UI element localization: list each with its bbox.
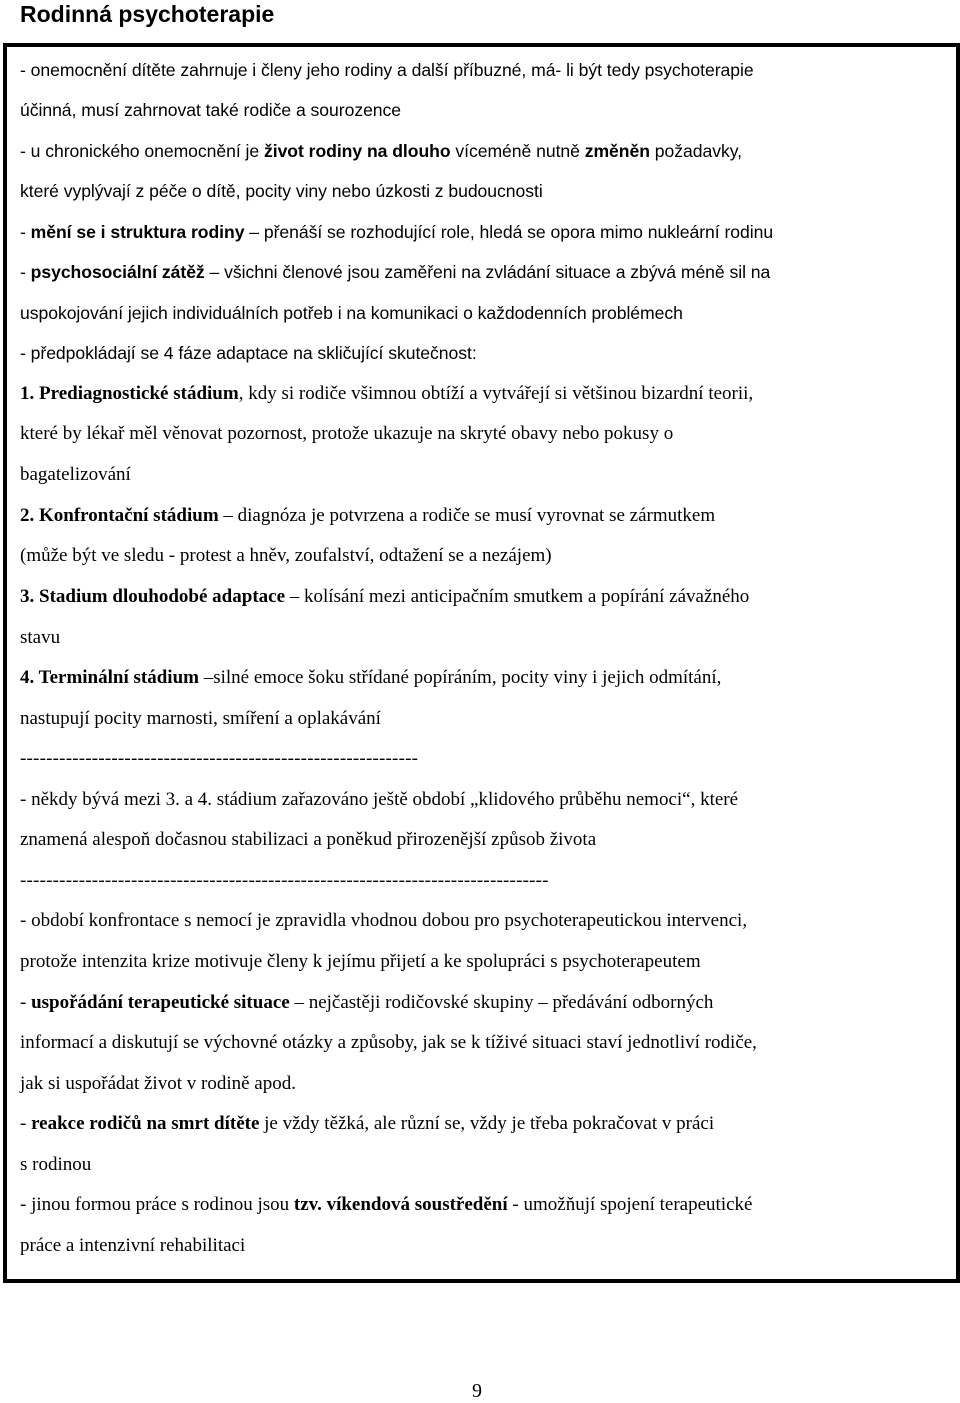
text-segment: - — [20, 262, 31, 282]
text-line — [20, 138, 742, 164]
text-line — [20, 219, 773, 245]
text-line — [20, 381, 753, 407]
text-line — [20, 868, 549, 894]
text-segment: víceméně nutně — [450, 141, 585, 161]
text-segment: s rodinou — [20, 1154, 92, 1175]
text-line — [20, 1192, 752, 1218]
text-segment: - onemocnění dítěte zahrnuje i členy jeho rodiny a další příbuzné, má- li být tedy psychoterapie — [20, 60, 754, 80]
text-segment: znamená alespoň dočasnou stabilizaci a poněkud přirozenější způsob života — [20, 829, 597, 850]
text-segment: uspokojování jejich individuálních potřeb i na komunikaci o každodenních problémech — [20, 303, 683, 323]
text-segment: – kolísání mezi anticipačním smutkem a popírání závažného — [285, 586, 750, 607]
text-segment: bagatelizování — [20, 464, 131, 485]
bold-text: život rodiny na dlouho — [263, 141, 451, 161]
text-line — [20, 1152, 91, 1178]
text-segment: – nejčastěji rodičovské skupiny – předávání odborných — [289, 992, 714, 1013]
text-segment: – diagnóza je potvrzena a rodiče se musí vyrovnat se zármutkem — [218, 505, 716, 526]
bold-text: 4. Terminální stádium — [20, 667, 199, 688]
text-segment: – přenáší se rozhodující role, hledá se opora mimo nukleární rodinu — [244, 222, 774, 242]
bold-text: 3. Stadium dlouhodobé adaptace — [20, 586, 286, 607]
text-segment: - u chronického onemocnění je — [20, 141, 264, 161]
text-line — [20, 1111, 714, 1137]
bold-text: změněn — [584, 141, 650, 161]
bold-text: uspořádání terapeutické situace — [31, 992, 290, 1013]
text-line — [20, 259, 770, 285]
text-line — [20, 57, 754, 83]
text-line — [20, 1233, 245, 1259]
text-segment: práce a intenzivní rehabilitaci — [20, 1235, 246, 1256]
text-segment: --------------------------------------------------------------------------------- — [20, 870, 549, 891]
text-line — [20, 990, 713, 1016]
text-line — [20, 787, 738, 813]
text-line — [20, 97, 401, 123]
bold-text: reakce rodičů na smrt dítěte — [31, 1113, 260, 1134]
text-line — [20, 462, 131, 488]
text-segment: - — [20, 992, 32, 1013]
text-segment: - — [20, 1113, 32, 1134]
text-segment: - umožňují spojení terapeutické — [507, 1194, 753, 1215]
bold-text: 2. Konfrontační stádium — [20, 505, 219, 526]
text-segment: - někdy bývá mezi 3. a 4. stádium zařazováno ještě období „klidového průběhu nemoci“, které — [20, 789, 739, 810]
page-title: Rodinná psychoterapie — [20, 1, 275, 27]
text-line — [20, 503, 715, 529]
text-line — [20, 908, 747, 934]
text-line — [20, 421, 673, 447]
text-segment: - — [20, 222, 31, 242]
text-segment: stavu — [20, 627, 61, 648]
text-segment: – všichni členové jsou zaměřeni na zvládání situace a zbývá méně sil na — [204, 262, 771, 282]
text-segment: které by lékař měl věnovat pozornost, protože ukazuje na skryté obavy nebo pokusy o — [20, 423, 674, 444]
text-segment: (může být ve sledu - protest a hněv, zoufalství, odtažení se a nezájem) — [20, 545, 552, 566]
text-segment: které vyplývají z péče o dítě, pocity viny nebo úzkosti z budoucnosti — [20, 181, 543, 201]
text-segment: informací a diskutují se výchovné otázky a způsoby, jak se k tíživé situaci staví jednotliví rodiče, — [20, 1032, 757, 1053]
text-line — [20, 340, 477, 366]
text-segment: protože intenzita krize motivuje členy k jejímu přijetí a ke spolupráci s psychoterapeutem — [20, 951, 701, 972]
text-segment: - období konfrontace s nemocí je zpravidla vhodnou dobou pro psychoterapeutickou intervenci, — [20, 910, 748, 931]
text-line — [20, 949, 701, 975]
text-segment: jak si uspořádat život v rodině apod. — [20, 1073, 296, 1094]
text-line — [20, 665, 721, 691]
text-line — [20, 827, 596, 853]
bold-text: 1. Prediagnostické stádium — [20, 383, 239, 404]
text-line — [20, 178, 543, 204]
text-line — [20, 706, 381, 732]
text-segment: ------------------------------------------------------------- — [20, 748, 419, 769]
text-segment: požadavky, — [649, 141, 742, 161]
text-line — [20, 543, 552, 569]
text-line — [20, 1030, 757, 1056]
text-segment: účinná, musí zahrnovat také rodiče a sourozence — [20, 100, 402, 120]
page-number: 9 — [472, 1380, 482, 1402]
text-line — [20, 300, 683, 326]
bold-text: tzv. víkendová soustředění — [293, 1194, 508, 1215]
text-line — [20, 1071, 296, 1097]
text-segment: nastupují pocity marnosti, smíření a oplakávání — [20, 708, 381, 729]
bold-text: mění se i struktura rodiny — [30, 222, 245, 242]
bold-text: psychosociální zátěž — [30, 262, 205, 282]
text-segment: –silné emoce šoku střídané popíráním, pocity viny i jejich odmítání, — [198, 667, 722, 688]
text-line — [20, 625, 60, 651]
text-segment: - jinou formou práce s rodinou jsou — [20, 1194, 294, 1215]
text-segment: je vždy těžká, ale různí se, vždy je třeba pokračovat v práci — [259, 1113, 715, 1134]
text-line — [20, 584, 749, 610]
text-segment: , kdy si rodiče všimnou obtíží a vytvářejí si většinou bizardní teorii, — [238, 383, 754, 404]
text-segment: - předpokládají se 4 fáze adaptace na skličující skutečnost: — [20, 343, 477, 363]
text-line — [20, 746, 418, 772]
